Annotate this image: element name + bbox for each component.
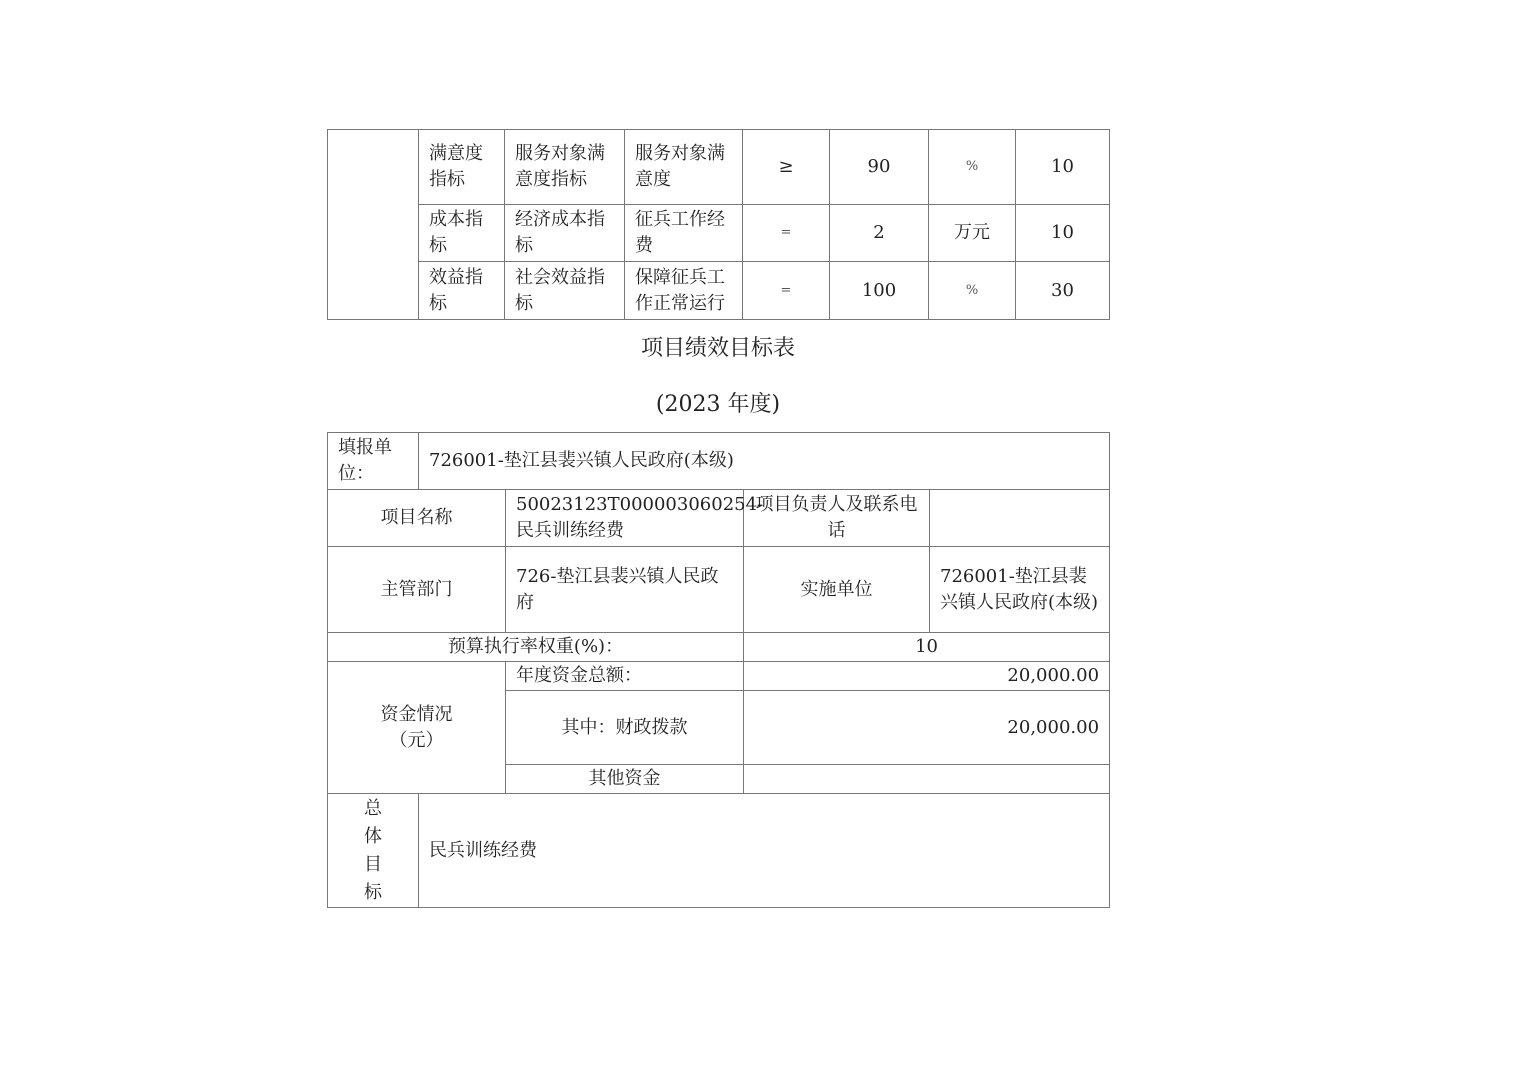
indicator-name-cell: 服务对象满意度 xyxy=(625,130,743,205)
indicator-name-cell: 征兵工作经费 xyxy=(625,205,743,262)
table-row xyxy=(328,547,1110,633)
impl-value: 726001-垫江县裴兴镇人民政府(本级) xyxy=(930,547,1110,633)
impl-label: 实施单位 xyxy=(744,547,930,633)
operator-cell: = xyxy=(743,205,830,262)
budget-weight-label: 预算执行率权重(%)： xyxy=(328,633,744,662)
table-row xyxy=(328,490,1110,547)
performance-goal-table xyxy=(327,432,1110,908)
table-row xyxy=(328,205,1110,262)
unit-value: 726001-垫江县裴兴镇人民政府(本级) xyxy=(419,433,1110,490)
table-row xyxy=(328,794,1110,908)
project-name-value: 50023123T000003060254-民兵训练经费 xyxy=(506,490,744,547)
level2-cell: 成本指标 xyxy=(419,205,505,262)
operator-cell: = xyxy=(743,262,830,320)
table-row xyxy=(328,130,1110,205)
table-row xyxy=(328,662,1110,691)
level1-cell xyxy=(328,130,419,320)
level3-cell: 社会效益指标 xyxy=(505,262,625,320)
page-title: 项目绩效目标表 xyxy=(640,336,795,361)
unit-cell: % xyxy=(929,262,1016,320)
table-row xyxy=(328,633,1110,662)
fiscal-label: 其中：财政拨款 xyxy=(506,691,744,765)
annual-total-value: 20,000.00 xyxy=(744,662,1110,691)
other-funds-label: 其他资金 xyxy=(506,765,744,794)
indicator-table xyxy=(327,129,1110,320)
value-cell: 100 xyxy=(830,262,929,320)
unit-cell: % xyxy=(929,130,1016,205)
level2-cell: 满意度指标 xyxy=(419,130,505,205)
goal-value: 民兵训练经费 xyxy=(419,794,1110,908)
level2-cell: 效益指标 xyxy=(419,262,505,320)
table-row xyxy=(328,262,1110,320)
unit-label: 填报单位： xyxy=(328,433,419,490)
dept-value: 726-垫江县裴兴镇人民政府 xyxy=(506,547,744,633)
page-subtitle: (2023 年度) xyxy=(655,392,781,417)
value-cell: 90 xyxy=(830,130,929,205)
table-row xyxy=(328,433,1110,490)
unit-cell: 万元 xyxy=(929,205,1016,262)
contact-label: 项目负责人及联系电话 xyxy=(744,490,930,547)
fiscal-value: 20,000.00 xyxy=(744,691,1110,765)
value-cell: 2 xyxy=(830,205,929,262)
weight-cell: 10 xyxy=(1016,205,1110,262)
operator-cell: ≥ xyxy=(743,130,830,205)
level3-cell: 服务对象满意度指标 xyxy=(505,130,625,205)
annual-total-label: 年度资金总额： xyxy=(506,662,744,691)
indicator-name-cell: 保障征兵工作正常运行 xyxy=(625,262,743,320)
other-funds-value xyxy=(744,765,1110,794)
funds-label: 资金情况（元） xyxy=(328,662,506,794)
budget-weight-value: 10 xyxy=(744,633,1110,662)
dept-label: 主管部门 xyxy=(328,547,506,633)
weight-cell: 10 xyxy=(1016,130,1110,205)
level3-cell: 经济成本指标 xyxy=(505,205,625,262)
goal-label: 总体目标 xyxy=(328,794,419,908)
contact-value xyxy=(930,490,1110,547)
project-name-label: 项目名称 xyxy=(328,490,506,547)
weight-cell: 30 xyxy=(1016,262,1110,320)
